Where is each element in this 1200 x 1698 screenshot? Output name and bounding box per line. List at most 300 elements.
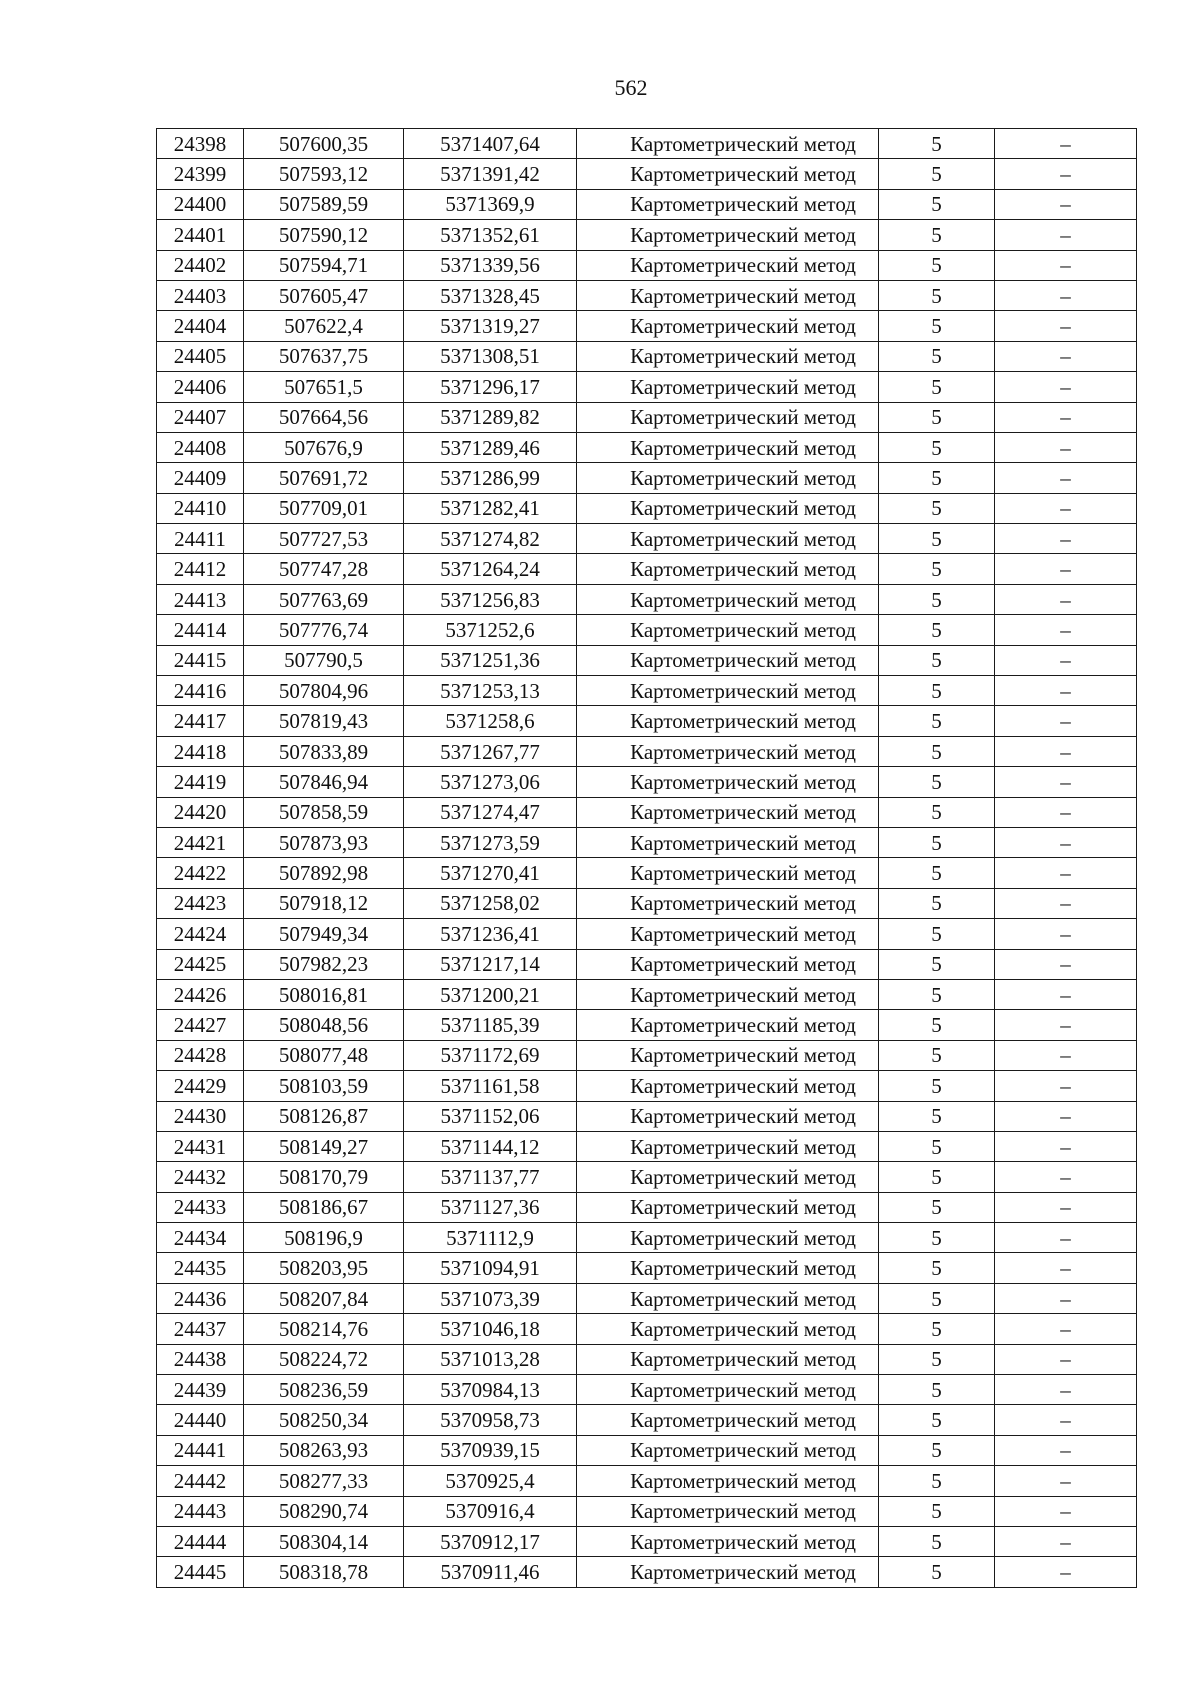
x-coordinate-cell: 507727,53 <box>244 524 404 554</box>
point-number-cell: 24441 <box>157 1435 244 1465</box>
table-row <box>157 1223 1137 1253</box>
y-coordinate-cell: 5371161,58 <box>404 1071 577 1101</box>
method-cell: Картометрический метод <box>577 615 879 645</box>
method-cell: Картометрический метод <box>577 676 879 706</box>
method-cell: Картометрический метод <box>577 706 879 736</box>
accuracy-cell: 5 <box>879 493 995 523</box>
x-coordinate-cell: 508203,95 <box>244 1253 404 1283</box>
accuracy-cell: 5 <box>879 584 995 614</box>
accuracy-cell: 5 <box>879 554 995 584</box>
coordinates-table-body <box>157 129 1137 1588</box>
method-cell: Картометрический метод <box>577 645 879 675</box>
point-number-cell: 24428 <box>157 1040 244 1070</box>
point-number-cell: 24406 <box>157 372 244 402</box>
point-number-cell: 24425 <box>157 949 244 979</box>
description-cell: – <box>995 311 1137 341</box>
accuracy-cell: 5 <box>879 858 995 888</box>
method-cell: Картометрический метод <box>577 280 879 310</box>
method-cell: Картометрический метод <box>577 1435 879 1465</box>
description-cell: – <box>995 949 1137 979</box>
y-coordinate-cell: 5371289,46 <box>404 432 577 462</box>
description-cell: – <box>995 1496 1137 1526</box>
description-cell: – <box>995 584 1137 614</box>
point-number-cell: 24417 <box>157 706 244 736</box>
description-cell: – <box>995 645 1137 675</box>
table-row <box>157 1344 1137 1374</box>
description-cell: – <box>995 706 1137 736</box>
accuracy-cell: 5 <box>879 280 995 310</box>
table-row <box>157 1192 1137 1222</box>
method-cell: Картометрический метод <box>577 493 879 523</box>
x-coordinate-cell: 508277,33 <box>244 1466 404 1496</box>
table-row <box>157 676 1137 706</box>
description-cell: – <box>995 1101 1137 1131</box>
description-cell: – <box>995 463 1137 493</box>
y-coordinate-cell: 5371308,51 <box>404 341 577 371</box>
table-row <box>157 1101 1137 1131</box>
method-cell: Картометрический метод <box>577 888 879 918</box>
accuracy-cell: 5 <box>879 919 995 949</box>
method-cell: Картометрический метод <box>577 220 879 250</box>
x-coordinate-cell: 507593,12 <box>244 159 404 189</box>
description-cell: – <box>995 1375 1137 1405</box>
x-coordinate-cell: 507918,12 <box>244 888 404 918</box>
description-cell: – <box>995 1192 1137 1222</box>
y-coordinate-cell: 5371391,42 <box>404 159 577 189</box>
x-coordinate-cell: 507622,4 <box>244 311 404 341</box>
table-row <box>157 645 1137 675</box>
table-row <box>157 341 1137 371</box>
table-row <box>157 1466 1137 1496</box>
x-coordinate-cell: 508304,14 <box>244 1526 404 1556</box>
table-row <box>157 280 1137 310</box>
method-cell: Картометрический метод <box>577 1496 879 1526</box>
accuracy-cell: 5 <box>879 189 995 219</box>
table-row <box>157 1010 1137 1040</box>
y-coordinate-cell: 5371328,45 <box>404 280 577 310</box>
description-cell: – <box>995 1223 1137 1253</box>
table-row <box>157 1375 1137 1405</box>
y-coordinate-cell: 5371217,14 <box>404 949 577 979</box>
table-row <box>157 706 1137 736</box>
point-number-cell: 24411 <box>157 524 244 554</box>
accuracy-cell: 5 <box>879 1344 995 1374</box>
description-cell: – <box>995 524 1137 554</box>
description-cell: – <box>995 280 1137 310</box>
description-cell: – <box>995 402 1137 432</box>
description-cell: – <box>995 736 1137 766</box>
x-coordinate-cell: 508126,87 <box>244 1101 404 1131</box>
y-coordinate-cell: 5371273,06 <box>404 767 577 797</box>
method-cell: Картометрический метод <box>577 919 879 949</box>
method-cell: Картометрический метод <box>577 584 879 614</box>
x-coordinate-cell: 508196,9 <box>244 1223 404 1253</box>
x-coordinate-cell: 508290,74 <box>244 1496 404 1526</box>
y-coordinate-cell: 5371258,02 <box>404 888 577 918</box>
method-cell: Картометрический метод <box>577 949 879 979</box>
coordinates-table-wrapper <box>156 128 1137 1588</box>
y-coordinate-cell: 5371144,12 <box>404 1131 577 1161</box>
x-coordinate-cell: 507858,59 <box>244 797 404 827</box>
method-cell: Картометрический метод <box>577 159 879 189</box>
y-coordinate-cell: 5371319,27 <box>404 311 577 341</box>
table-row <box>157 463 1137 493</box>
y-coordinate-cell: 5371407,64 <box>404 129 577 159</box>
x-coordinate-cell: 508103,59 <box>244 1071 404 1101</box>
table-row <box>157 736 1137 766</box>
method-cell: Картометрический метод <box>577 1162 879 1192</box>
table-row <box>157 1435 1137 1465</box>
x-coordinate-cell: 507691,72 <box>244 463 404 493</box>
x-coordinate-cell: 508016,81 <box>244 979 404 1009</box>
description-cell: – <box>995 1071 1137 1101</box>
table-row <box>157 797 1137 827</box>
description-cell: – <box>995 676 1137 706</box>
accuracy-cell: 5 <box>879 645 995 675</box>
y-coordinate-cell: 5371152,06 <box>404 1101 577 1131</box>
point-number-cell: 24433 <box>157 1192 244 1222</box>
accuracy-cell: 5 <box>879 220 995 250</box>
method-cell: Картометрический метод <box>577 1253 879 1283</box>
y-coordinate-cell: 5371172,69 <box>404 1040 577 1070</box>
point-number-cell: 24399 <box>157 159 244 189</box>
table-row <box>157 1131 1137 1161</box>
x-coordinate-cell: 507676,9 <box>244 432 404 462</box>
description-cell: – <box>995 1040 1137 1070</box>
table-row <box>157 827 1137 857</box>
description-cell: – <box>995 250 1137 280</box>
accuracy-cell: 5 <box>879 1466 995 1496</box>
x-coordinate-cell: 507763,69 <box>244 584 404 614</box>
method-cell: Картометрический метод <box>577 129 879 159</box>
table-row <box>157 1071 1137 1101</box>
y-coordinate-cell: 5371127,36 <box>404 1192 577 1222</box>
method-cell: Картометрический метод <box>577 402 879 432</box>
y-coordinate-cell: 5371112,9 <box>404 1223 577 1253</box>
x-coordinate-cell: 508207,84 <box>244 1283 404 1313</box>
point-number-cell: 24445 <box>157 1557 244 1587</box>
y-coordinate-cell: 5371289,82 <box>404 402 577 432</box>
description-cell: – <box>995 1283 1137 1313</box>
x-coordinate-cell: 507846,94 <box>244 767 404 797</box>
method-cell: Картометрический метод <box>577 311 879 341</box>
method-cell: Картометрический метод <box>577 554 879 584</box>
x-coordinate-cell: 507790,5 <box>244 645 404 675</box>
table-row <box>157 949 1137 979</box>
x-coordinate-cell: 507833,89 <box>244 736 404 766</box>
table-row <box>157 615 1137 645</box>
table-row <box>157 1314 1137 1344</box>
x-coordinate-cell: 508224,72 <box>244 1344 404 1374</box>
y-coordinate-cell: 5371046,18 <box>404 1314 577 1344</box>
method-cell: Картометрический метод <box>577 463 879 493</box>
table-row <box>157 1526 1137 1556</box>
accuracy-cell: 5 <box>879 1405 995 1435</box>
accuracy-cell: 5 <box>879 1010 995 1040</box>
y-coordinate-cell: 5371137,77 <box>404 1162 577 1192</box>
accuracy-cell: 5 <box>879 432 995 462</box>
method-cell: Картометрический метод <box>577 1557 879 1587</box>
description-cell: – <box>995 220 1137 250</box>
point-number-cell: 24413 <box>157 584 244 614</box>
method-cell: Картометрический метод <box>577 736 879 766</box>
y-coordinate-cell: 5371273,59 <box>404 827 577 857</box>
x-coordinate-cell: 507637,75 <box>244 341 404 371</box>
method-cell: Картометрический метод <box>577 1283 879 1313</box>
x-coordinate-cell: 507804,96 <box>244 676 404 706</box>
table-row <box>157 1162 1137 1192</box>
accuracy-cell: 5 <box>879 1223 995 1253</box>
y-coordinate-cell: 5371274,47 <box>404 797 577 827</box>
y-coordinate-cell: 5371274,82 <box>404 524 577 554</box>
y-coordinate-cell: 5371185,39 <box>404 1010 577 1040</box>
table-row <box>157 311 1137 341</box>
description-cell: – <box>995 341 1137 371</box>
x-coordinate-cell: 507605,47 <box>244 280 404 310</box>
method-cell: Картометрический метод <box>577 372 879 402</box>
description-cell: – <box>995 615 1137 645</box>
y-coordinate-cell: 5370925,4 <box>404 1466 577 1496</box>
method-cell: Картометрический метод <box>577 858 879 888</box>
accuracy-cell: 5 <box>879 1283 995 1313</box>
accuracy-cell: 5 <box>879 129 995 159</box>
y-coordinate-cell: 5370911,46 <box>404 1557 577 1587</box>
x-coordinate-cell: 507709,01 <box>244 493 404 523</box>
x-coordinate-cell: 507589,59 <box>244 189 404 219</box>
x-coordinate-cell: 508250,34 <box>244 1405 404 1435</box>
point-number-cell: 24402 <box>157 250 244 280</box>
y-coordinate-cell: 5371352,61 <box>404 220 577 250</box>
accuracy-cell: 5 <box>879 1253 995 1283</box>
point-number-cell: 24412 <box>157 554 244 584</box>
y-coordinate-cell: 5370958,73 <box>404 1405 577 1435</box>
y-coordinate-cell: 5371296,17 <box>404 372 577 402</box>
method-cell: Картометрический метод <box>577 1131 879 1161</box>
table-row <box>157 767 1137 797</box>
description-cell: – <box>995 858 1137 888</box>
accuracy-cell: 5 <box>879 767 995 797</box>
point-number-cell: 24403 <box>157 280 244 310</box>
method-cell: Картометрический метод <box>577 797 879 827</box>
point-number-cell: 24416 <box>157 676 244 706</box>
point-number-cell: 24442 <box>157 1466 244 1496</box>
point-number-cell: 24426 <box>157 979 244 1009</box>
description-cell: – <box>995 1162 1137 1192</box>
accuracy-cell: 5 <box>879 1496 995 1526</box>
x-coordinate-cell: 507651,5 <box>244 372 404 402</box>
table-row <box>157 159 1137 189</box>
accuracy-cell: 5 <box>879 888 995 918</box>
y-coordinate-cell: 5371270,41 <box>404 858 577 888</box>
point-number-cell: 24400 <box>157 189 244 219</box>
table-row <box>157 1283 1137 1313</box>
table-row <box>157 979 1137 1009</box>
x-coordinate-cell: 507594,71 <box>244 250 404 280</box>
accuracy-cell: 5 <box>879 1435 995 1465</box>
x-coordinate-cell: 508236,59 <box>244 1375 404 1405</box>
point-number-cell: 24418 <box>157 736 244 766</box>
point-number-cell: 24440 <box>157 1405 244 1435</box>
accuracy-cell: 5 <box>879 463 995 493</box>
table-row <box>157 220 1137 250</box>
point-number-cell: 24432 <box>157 1162 244 1192</box>
accuracy-cell: 5 <box>879 402 995 432</box>
x-coordinate-cell: 508263,93 <box>244 1435 404 1465</box>
point-number-cell: 24434 <box>157 1223 244 1253</box>
method-cell: Картометрический метод <box>577 827 879 857</box>
point-number-cell: 24435 <box>157 1253 244 1283</box>
description-cell: – <box>995 493 1137 523</box>
description-cell: – <box>995 797 1137 827</box>
accuracy-cell: 5 <box>879 311 995 341</box>
point-number-cell: 24444 <box>157 1526 244 1556</box>
accuracy-cell: 5 <box>879 1101 995 1131</box>
point-number-cell: 24398 <box>157 129 244 159</box>
coordinates-table <box>156 128 1137 1588</box>
method-cell: Картометрический метод <box>577 432 879 462</box>
description-cell: – <box>995 432 1137 462</box>
method-cell: Картометрический метод <box>577 1375 879 1405</box>
method-cell: Картометрический метод <box>577 1010 879 1040</box>
y-coordinate-cell: 5371200,21 <box>404 979 577 1009</box>
x-coordinate-cell: 508186,67 <box>244 1192 404 1222</box>
description-cell: – <box>995 1131 1137 1161</box>
description-cell: – <box>995 1466 1137 1496</box>
x-coordinate-cell: 507819,43 <box>244 706 404 736</box>
accuracy-cell: 5 <box>879 1162 995 1192</box>
description-cell: – <box>995 1010 1137 1040</box>
accuracy-cell: 5 <box>879 676 995 706</box>
point-number-cell: 24424 <box>157 919 244 949</box>
accuracy-cell: 5 <box>879 250 995 280</box>
x-coordinate-cell: 507873,93 <box>244 827 404 857</box>
accuracy-cell: 5 <box>879 1557 995 1587</box>
y-coordinate-cell: 5371094,91 <box>404 1253 577 1283</box>
description-cell: – <box>995 372 1137 402</box>
accuracy-cell: 5 <box>879 372 995 402</box>
page-number: 562 <box>614 75 648 100</box>
x-coordinate-cell: 507590,12 <box>244 220 404 250</box>
x-coordinate-cell: 507747,28 <box>244 554 404 584</box>
description-cell: – <box>995 767 1137 797</box>
x-coordinate-cell: 507982,23 <box>244 949 404 979</box>
point-number-cell: 24420 <box>157 797 244 827</box>
point-number-cell: 24437 <box>157 1314 244 1344</box>
y-coordinate-cell: 5371339,56 <box>404 250 577 280</box>
description-cell: – <box>995 1314 1137 1344</box>
description-cell: – <box>995 1344 1137 1374</box>
y-coordinate-cell: 5371073,39 <box>404 1283 577 1313</box>
y-coordinate-cell: 5371256,83 <box>404 584 577 614</box>
x-coordinate-cell: 507776,74 <box>244 615 404 645</box>
description-cell: – <box>995 919 1137 949</box>
table-row <box>157 1253 1137 1283</box>
table-row <box>157 858 1137 888</box>
y-coordinate-cell: 5371264,24 <box>404 554 577 584</box>
y-coordinate-cell: 5370939,15 <box>404 1435 577 1465</box>
description-cell: – <box>995 1253 1137 1283</box>
method-cell: Картометрический метод <box>577 1192 879 1222</box>
point-number-cell: 24439 <box>157 1375 244 1405</box>
y-coordinate-cell: 5370912,17 <box>404 1526 577 1556</box>
y-coordinate-cell: 5371252,6 <box>404 615 577 645</box>
point-number-cell: 24429 <box>157 1071 244 1101</box>
table-row <box>157 372 1137 402</box>
accuracy-cell: 5 <box>879 1071 995 1101</box>
table-row <box>157 1496 1137 1526</box>
description-cell: – <box>995 1435 1137 1465</box>
method-cell: Картометрический метод <box>577 979 879 1009</box>
x-coordinate-cell: 508318,78 <box>244 1557 404 1587</box>
point-number-cell: 24438 <box>157 1344 244 1374</box>
method-cell: Картометрический метод <box>577 341 879 371</box>
table-row <box>157 493 1137 523</box>
accuracy-cell: 5 <box>879 1192 995 1222</box>
description-cell: – <box>995 159 1137 189</box>
method-cell: Картометрический метод <box>577 524 879 554</box>
x-coordinate-cell: 508214,76 <box>244 1314 404 1344</box>
y-coordinate-cell: 5371267,77 <box>404 736 577 766</box>
x-coordinate-cell: 508149,27 <box>244 1131 404 1161</box>
point-number-cell: 24405 <box>157 341 244 371</box>
accuracy-cell: 5 <box>879 341 995 371</box>
table-row <box>157 919 1137 949</box>
table-row <box>157 1040 1137 1070</box>
accuracy-cell: 5 <box>879 979 995 1009</box>
method-cell: Картометрический метод <box>577 1466 879 1496</box>
method-cell: Картометрический метод <box>577 1040 879 1070</box>
method-cell: Картометрический метод <box>577 1314 879 1344</box>
description-cell: – <box>995 554 1137 584</box>
point-number-cell: 24419 <box>157 767 244 797</box>
x-coordinate-cell: 508170,79 <box>244 1162 404 1192</box>
table-row <box>157 554 1137 584</box>
table-row <box>157 888 1137 918</box>
description-cell: – <box>995 827 1137 857</box>
method-cell: Картометрический метод <box>577 767 879 797</box>
point-number-cell: 24414 <box>157 615 244 645</box>
point-number-cell: 24415 <box>157 645 244 675</box>
accuracy-cell: 5 <box>879 159 995 189</box>
point-number-cell: 24443 <box>157 1496 244 1526</box>
y-coordinate-cell: 5371251,36 <box>404 645 577 675</box>
accuracy-cell: 5 <box>879 706 995 736</box>
table-row <box>157 250 1137 280</box>
accuracy-cell: 5 <box>879 615 995 645</box>
accuracy-cell: 5 <box>879 736 995 766</box>
description-cell: – <box>995 1526 1137 1556</box>
table-row <box>157 524 1137 554</box>
method-cell: Картометрический метод <box>577 1223 879 1253</box>
table-row <box>157 402 1137 432</box>
point-number-cell: 24430 <box>157 1101 244 1131</box>
x-coordinate-cell: 507892,98 <box>244 858 404 888</box>
description-cell: – <box>995 129 1137 159</box>
point-number-cell: 24422 <box>157 858 244 888</box>
table-row <box>157 584 1137 614</box>
description-cell: – <box>995 189 1137 219</box>
y-coordinate-cell: 5370984,13 <box>404 1375 577 1405</box>
y-coordinate-cell: 5371258,6 <box>404 706 577 736</box>
method-cell: Картометрический метод <box>577 1405 879 1435</box>
point-number-cell: 24407 <box>157 402 244 432</box>
y-coordinate-cell: 5371253,13 <box>404 676 577 706</box>
y-coordinate-cell: 5371282,41 <box>404 493 577 523</box>
point-number-cell: 24423 <box>157 888 244 918</box>
point-number-cell: 24421 <box>157 827 244 857</box>
accuracy-cell: 5 <box>879 797 995 827</box>
description-cell: – <box>995 888 1137 918</box>
